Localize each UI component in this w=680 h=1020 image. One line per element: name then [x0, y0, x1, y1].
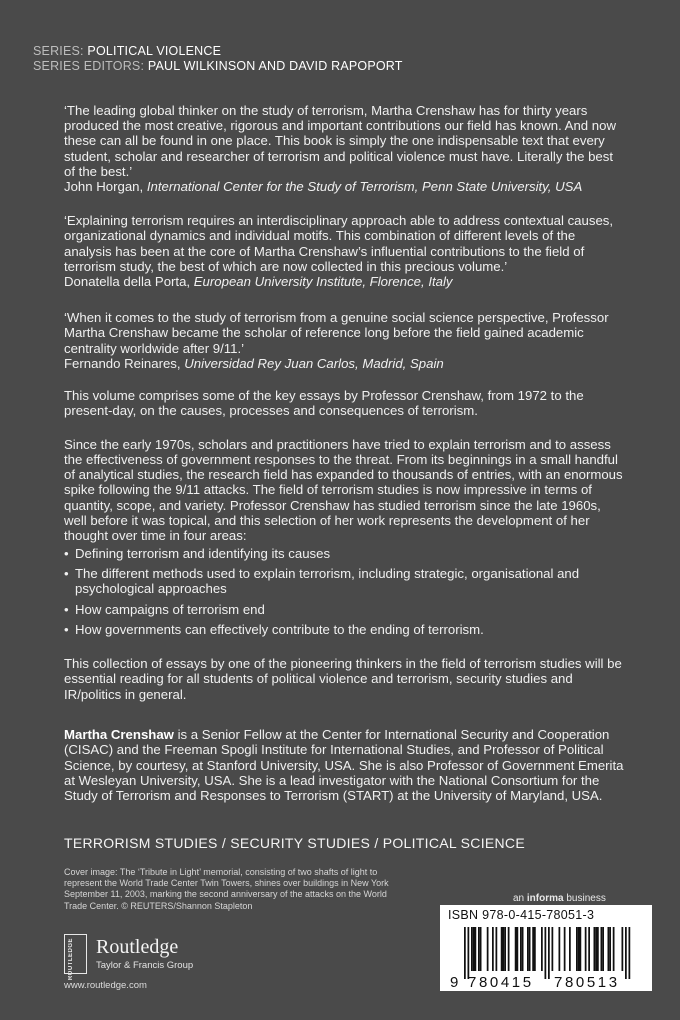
- series-name: POLITICAL VIOLENCE: [87, 44, 222, 58]
- series-label: SERIES:: [33, 44, 84, 58]
- barcode-bar: [515, 927, 517, 971]
- barcode-bar: [527, 927, 529, 971]
- barcode-digit-first: 9: [450, 974, 459, 989]
- series-editors-names: PAUL WILKINSON AND DAVID RAPOPORT: [147, 59, 403, 73]
- barcode-bar: [629, 927, 631, 979]
- bullet-icon: •: [64, 601, 69, 617]
- informa-business-tag: [513, 893, 606, 904]
- barcode-bar: [597, 927, 599, 971]
- barcode-bar: [520, 927, 522, 971]
- quote-text: ‘Explaining terrorism requires an interdisciplinary approach able to address contextual causes, organizational dynamics and individual motifs. This combination of different levels of the analysis has been at the core of Martha Crenshaw’s influential contributions to the field of terrorism study, the best of which are now collected in this precious volume.’: [64, 213, 614, 274]
- list-item-text: How governments can effectively contribute to the ending of terrorism.: [75, 621, 484, 637]
- barcode-bar: [501, 927, 503, 971]
- barcode-bar: [622, 927, 624, 971]
- publisher-group: Taylor & Francis Group: [96, 960, 194, 971]
- barcode-bar: [504, 927, 506, 971]
- routledge-mark-icon: [64, 934, 87, 981]
- barcode-bar: [625, 927, 627, 979]
- routledge-logo: [64, 934, 194, 981]
- barcode-bar: [503, 927, 505, 971]
- list-item: [64, 622, 624, 637]
- series-line: [33, 44, 403, 59]
- list-item: [64, 602, 624, 617]
- quote-institution: European University Institute, Florence, Italy: [193, 274, 453, 290]
- barcode-bars: [464, 927, 630, 979]
- author-name: Martha Crenshaw: [64, 727, 174, 742]
- barcode-bar: [487, 927, 489, 971]
- routledge-wordmark: [96, 937, 193, 971]
- barcode-bar: [475, 927, 477, 971]
- barcode-bar: [464, 927, 466, 979]
- barcode-bar: [468, 927, 470, 979]
- barcode-bar: [576, 927, 578, 971]
- quote-text: ‘When it comes to the study of terrorism from a genuine social science perspective, Professor Martha Crenshaw became the scholar of reference long before the field gained academic centrality worldwide after 9/11.’: [64, 310, 609, 356]
- author-bio-text: is a Senior Fellow at the Center for International Security and Cooperation (CISAC) and the Freeman Spogli Institute for International Studies, and Professor of Political Science, by courtesy, at Stanford University, USA. She is also Professor of Government Emerita at Wesleyan University, USA. She is a lead investigator with the National Consortium for the Study of Terrorism and Responses to Terrorism (START) at the University of Maryland, USA.: [64, 727, 624, 804]
- description-paragraph-3: This collection of essays by one of the pioneering thinkers in the field of terrorism studies will be essential reading for all students of political violence and terrorism, security studies and IR/politics in general.: [64, 656, 622, 702]
- topic-list: [64, 546, 624, 637]
- barcode-bar: [517, 927, 519, 971]
- description-paragraph-2: Since the early 1970s, scholars and practitioners have tried to explain terrorism and to assess the effectiveness of government responses to the threat. From its beginnings in a small handful of analytical studies, the research field has expanded to thousands of entries, with an enormous spike following the 9/11 attacks. The field of terrorism studies is now impressive in terms of quantity, scope, and variety. Professor Crenshaw has studied terrorism since the late 1960s, well before it was topical, and this selection of her work represents the development of her thought over time in four areas:: [64, 436, 623, 544]
- publisher-website[interactable]: www.routledge.com: [64, 980, 147, 991]
- series-editors-line: [33, 59, 403, 74]
- bullet-icon: •: [64, 621, 69, 637]
- subject-categories: TERRORISM STUDIES / SECURITY STUDIES / POLITICAL SCIENCE: [64, 835, 525, 851]
- barcode-bar: [532, 927, 534, 971]
- barcode-bar: [496, 927, 498, 971]
- quote-author: Donatella della Porta,: [64, 274, 191, 290]
- isbn-number: ISBN 978-0-415-78051-3: [448, 908, 595, 922]
- bullet-icon: •: [64, 545, 69, 561]
- barcode-bar: [471, 927, 473, 971]
- barcode-digits-right: 780513: [554, 974, 620, 989]
- routledge-mark-text: ROUTLEDGE: [68, 938, 74, 981]
- barcode-bar: [552, 927, 554, 971]
- barcode-bar: [492, 927, 494, 971]
- bullet-icon: •: [64, 565, 69, 581]
- informa-suffix: business: [566, 893, 606, 904]
- barcode-graphic: [450, 925, 642, 989]
- barcode-bar: [602, 927, 604, 971]
- barcode-bar: [480, 927, 482, 971]
- barcode-bar: [594, 927, 596, 971]
- barcode-bar: [578, 927, 580, 971]
- cover-image-credit: Cover image: The ‘Tribute in Light’ memorial, consisting of two shafts of light to represent the World Trade Center Twin Towers, shines over buildings in New York September 11, 2003, marking the second anniversary of the attacks on the World Trade Center. © REUTERS/Shannon Stapleton: [64, 867, 389, 911]
- barcode-bar: [508, 927, 510, 971]
- informa-brand: informa: [526, 893, 564, 904]
- barcode-bar: [529, 927, 531, 971]
- barcode-bar: [601, 927, 603, 971]
- endorsements: [64, 103, 624, 390]
- description-paragraph-1: This volume comprises some of the key essays by Professor Crenshaw, from 1972 to the present-day, on the causes, processes and consequences of terrorism.: [64, 388, 584, 419]
- endorsement-quote: [64, 103, 624, 194]
- list-item: [64, 566, 624, 597]
- barcode-bar: [534, 927, 536, 971]
- barcode-bar: [585, 927, 587, 971]
- series-info: [33, 44, 403, 74]
- barcode-bar: [595, 927, 597, 971]
- barcode-bar: [588, 927, 590, 971]
- list-item-text: Defining terrorism and identifying its causes: [75, 545, 331, 561]
- author-bio: [64, 727, 624, 803]
- list-item-text: The different methods used to explain terrorism, including strategic, organisational and psychological approaches: [75, 565, 580, 597]
- informa-prefix: an: [513, 893, 525, 904]
- barcode-bar: [545, 927, 547, 979]
- quote-author: Fernando Reinares,: [64, 355, 181, 371]
- barcode-bar: [548, 927, 550, 979]
- barcode-digits-left: 780415: [468, 974, 534, 989]
- quote-author: John Horgan,: [64, 179, 144, 195]
- quote-institution: International Center for the Study of Terrorism, Penn State University, USA: [146, 179, 583, 195]
- barcode-bar: [541, 927, 543, 971]
- endorsement-quote: [64, 213, 624, 289]
- book-description: [64, 388, 624, 720]
- barcode-bar: [569, 927, 571, 971]
- isbn-barcode: [440, 905, 652, 991]
- barcode-bar: [613, 927, 615, 971]
- barcode-bar: [478, 927, 480, 971]
- endorsement-quote: [64, 310, 624, 371]
- quote-attribution: [64, 356, 624, 371]
- quote-attribution: [64, 274, 624, 289]
- barcode-bar: [564, 927, 566, 971]
- list-item: [64, 546, 624, 561]
- barcode-bar: [473, 927, 475, 971]
- barcode-bar: [580, 927, 582, 971]
- barcode-bar: [609, 927, 611, 971]
- list-item-text: How campaigns of terrorism end: [75, 601, 265, 617]
- barcode-bar: [608, 927, 610, 971]
- barcode-bar: [522, 927, 524, 971]
- quote-attribution: [64, 179, 624, 194]
- publisher-name: Routledge: [96, 936, 179, 958]
- series-editors-label: SERIES EDITORS:: [33, 59, 145, 73]
- quote-text: ‘The leading global thinker on the study of terrorism, Martha Crenshaw has for thirty years produced the most creative, rigorous and important contributions our field has known. And now these can all be found in one place. This book is simply the one indispensable text that every student, scholar and researcher of terrorism and political violence must have. Literally the best of the best.’: [64, 103, 616, 179]
- quote-institution: Universidad Rey Juan Carlos, Madrid, Spain: [184, 355, 444, 371]
- barcode-bar: [559, 927, 561, 971]
